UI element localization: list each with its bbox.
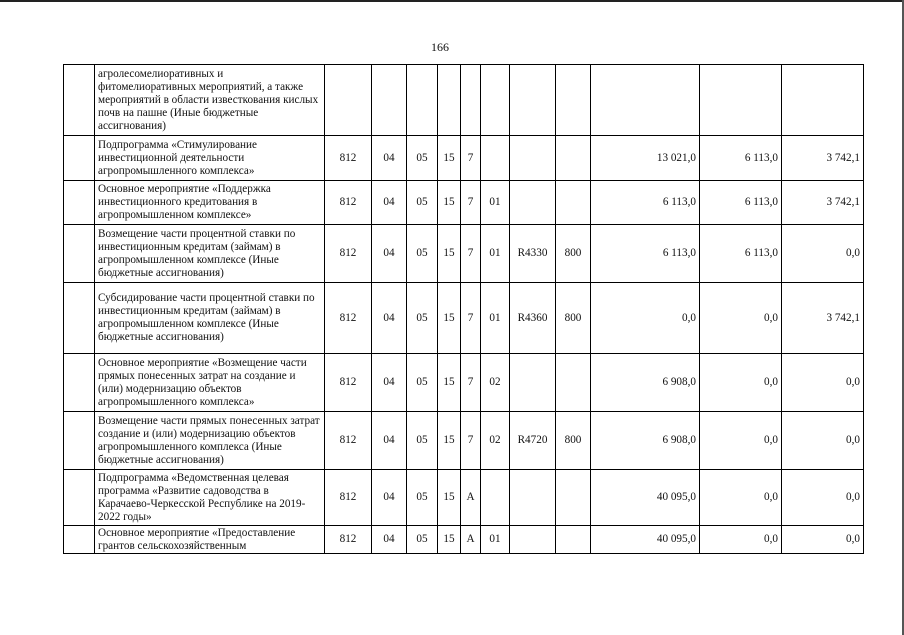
- expense-type-code: 800: [556, 412, 591, 470]
- amount-2022: 3 742,1: [782, 136, 864, 181]
- section-code: 04: [372, 283, 407, 354]
- section-code: 04: [372, 181, 407, 225]
- amount-2021: 6 113,0: [700, 225, 782, 283]
- amount-2022: 0,0: [782, 526, 864, 554]
- subprogram-code: 7: [461, 412, 481, 470]
- activity-code: 01: [481, 526, 510, 554]
- grbs-code: 812: [325, 354, 372, 412]
- amount-2020: 6 908,0: [591, 412, 700, 470]
- grbs-code: 812: [325, 181, 372, 225]
- section-code: 04: [372, 136, 407, 181]
- direction-code: [510, 354, 556, 412]
- activity-code: 02: [481, 354, 510, 412]
- section-code: 04: [372, 470, 407, 526]
- program-code: 15: [438, 412, 461, 470]
- row-marker-cell: [64, 354, 95, 412]
- row-name: Основное мероприятие «Возмещение части прямых понесенных затрат на создание и (или) модернизацию объектов агропромышленного комплекса»: [95, 354, 325, 412]
- subsection-code: 05: [407, 136, 438, 181]
- direction-code: R4330: [510, 225, 556, 283]
- subsection-code: [407, 65, 438, 136]
- amount-2022: 0,0: [782, 470, 864, 526]
- subprogram-code: 7: [461, 225, 481, 283]
- table-row: [64, 65, 864, 136]
- grbs-code: 812: [325, 412, 372, 470]
- row-name: Основное мероприятие «Предоставление грантов сельскохозяйственным: [95, 526, 325, 554]
- row-name: Подпрограмма «Стимулирование инвестиционной деятельности агропромышленного комплекса»: [95, 136, 325, 181]
- expense-type-code: [556, 136, 591, 181]
- activity-code: 01: [481, 283, 510, 354]
- row-marker-cell: [64, 181, 95, 225]
- table-row: [64, 283, 864, 354]
- amount-2022: 3 742,1: [782, 283, 864, 354]
- amount-2020: 6 113,0: [591, 225, 700, 283]
- amount-2022: 0,0: [782, 412, 864, 470]
- amount-2020: 40 095,0: [591, 526, 700, 554]
- expense-type-code: 800: [556, 225, 591, 283]
- row-marker-cell: [64, 412, 95, 470]
- program-code: 15: [438, 136, 461, 181]
- grbs-code: 812: [325, 526, 372, 554]
- direction-code: R4720: [510, 412, 556, 470]
- row-name: Возмещение части процентной ставки по инвестиционным кредитам (займам) в агропромышленном комплексе (Иные бюджетные ассигнования): [95, 225, 325, 283]
- amount-2020: 13 021,0: [591, 136, 700, 181]
- subprogram-code: 7: [461, 136, 481, 181]
- amount-2022: [782, 65, 864, 136]
- table-row: [64, 470, 864, 526]
- section-code: 04: [372, 412, 407, 470]
- section-code: 04: [372, 354, 407, 412]
- amount-2021: 0,0: [700, 354, 782, 412]
- table-row: [64, 412, 864, 470]
- row-name: Подпрограмма «Ведомственная целевая программа «Развитие садоводства в Карачаево-Черкесской Республике на 2019-2022 годы»: [95, 470, 325, 526]
- grbs-code: 812: [325, 136, 372, 181]
- activity-code: [481, 65, 510, 136]
- amount-2021: 6 113,0: [700, 181, 782, 225]
- table-row: [64, 526, 864, 554]
- subsection-code: 05: [407, 283, 438, 354]
- amount-2020: 6 113,0: [591, 181, 700, 225]
- program-code: 15: [438, 225, 461, 283]
- direction-code: [510, 65, 556, 136]
- amount-2021: 6 113,0: [700, 136, 782, 181]
- table-row: [64, 354, 864, 412]
- program-code: 15: [438, 181, 461, 225]
- row-marker-cell: [64, 136, 95, 181]
- row-marker-cell: [64, 526, 95, 554]
- subprogram-code: 7: [461, 283, 481, 354]
- subprogram-code: 7: [461, 354, 481, 412]
- amount-2022: 0,0: [782, 354, 864, 412]
- subprogram-code: [461, 65, 481, 136]
- activity-code: [481, 470, 510, 526]
- subsection-code: 05: [407, 181, 438, 225]
- amount-2020: [591, 65, 700, 136]
- subsection-code: 05: [407, 354, 438, 412]
- expense-type-code: [556, 65, 591, 136]
- amount-2021: 0,0: [700, 412, 782, 470]
- program-code: [438, 65, 461, 136]
- section-code: [372, 65, 407, 136]
- program-code: 15: [438, 470, 461, 526]
- activity-code: 02: [481, 412, 510, 470]
- section-code: 04: [372, 225, 407, 283]
- subsection-code: 05: [407, 225, 438, 283]
- subprogram-code: А: [461, 470, 481, 526]
- row-name: агролесомелиоративных и фитомелиоративных мероприятий, а также мероприятий в области известкования кислых почв на пашне (Иные бюджетные ассигнования): [95, 65, 325, 136]
- row-marker-cell: [64, 470, 95, 526]
- scan-edge: [0, 0, 904, 2]
- row-marker-cell: [64, 283, 95, 354]
- expense-type-code: [556, 354, 591, 412]
- budget-table: [63, 64, 864, 554]
- amount-2021: [700, 65, 782, 136]
- row-marker-cell: [64, 65, 95, 136]
- table-row: [64, 136, 864, 181]
- page-number: 166: [431, 40, 449, 54]
- row-name: Возмещение части прямых понесенных затрат создание и (или) модернизацию объектов агропромышленного комплекса (Иные бюджетные ассигнования): [95, 412, 325, 470]
- program-code: 15: [438, 283, 461, 354]
- subsection-code: 05: [407, 470, 438, 526]
- direction-code: [510, 470, 556, 526]
- amount-2022: 3 742,1: [782, 181, 864, 225]
- expense-type-code: [556, 470, 591, 526]
- subprogram-code: 7: [461, 181, 481, 225]
- activity-code: 01: [481, 181, 510, 225]
- direction-code: [510, 136, 556, 181]
- row-name: Субсидирование части процентной ставки по инвестиционным кредитам (займам) в агропромышленном комплексе (Иные бюджетные ассигнования): [95, 283, 325, 354]
- subsection-code: 05: [407, 412, 438, 470]
- subprogram-code: А: [461, 526, 481, 554]
- row-name: Основное мероприятие «Поддержка инвестиционного кредитования в агропромышленном комплексе»: [95, 181, 325, 225]
- row-marker-cell: [64, 225, 95, 283]
- amount-2022: 0,0: [782, 225, 864, 283]
- table-row: [64, 181, 864, 225]
- activity-code: 01: [481, 225, 510, 283]
- amount-2021: 0,0: [700, 470, 782, 526]
- amount-2021: 0,0: [700, 283, 782, 354]
- section-code: 04: [372, 526, 407, 554]
- subsection-code: 05: [407, 526, 438, 554]
- expense-type-code: [556, 526, 591, 554]
- table-row: [64, 225, 864, 283]
- amount-2020: 0,0: [591, 283, 700, 354]
- program-code: 15: [438, 526, 461, 554]
- grbs-code: 812: [325, 283, 372, 354]
- amount-2021: 0,0: [700, 526, 782, 554]
- activity-code: [481, 136, 510, 181]
- direction-code: R4360: [510, 283, 556, 354]
- expense-type-code: [556, 181, 591, 225]
- grbs-code: 812: [325, 470, 372, 526]
- grbs-code: [325, 65, 372, 136]
- expense-type-code: 800: [556, 283, 591, 354]
- grbs-code: 812: [325, 225, 372, 283]
- program-code: 15: [438, 354, 461, 412]
- direction-code: [510, 181, 556, 225]
- amount-2020: 6 908,0: [591, 354, 700, 412]
- direction-code: [510, 526, 556, 554]
- amount-2020: 40 095,0: [591, 470, 700, 526]
